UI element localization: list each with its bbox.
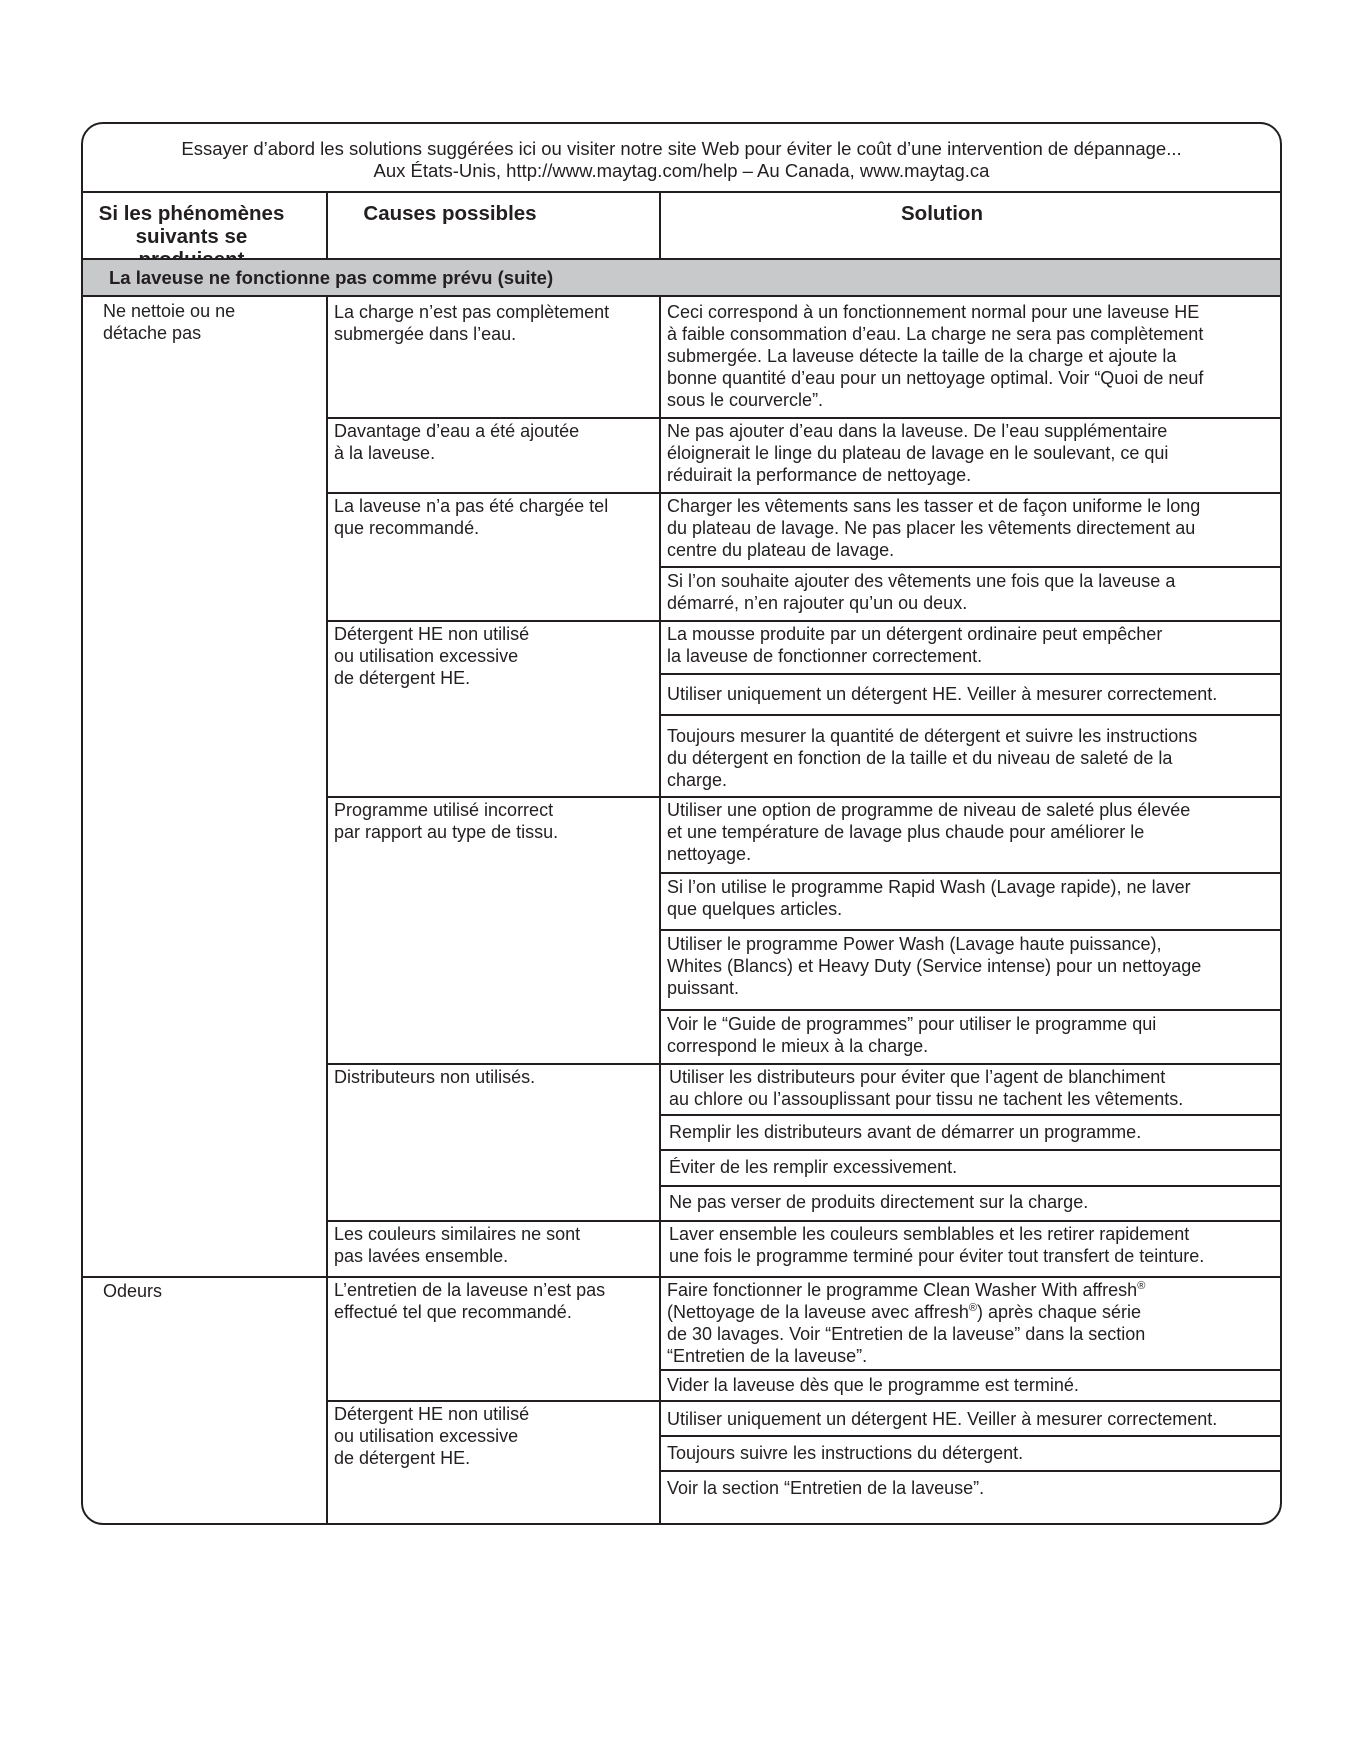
- divider: [83, 295, 1280, 297]
- intro-line-1: Essayer d’abord les solutions suggérées ici ou visiter notre site Web pour éviter le coût d’une intervention de dépannage...: [181, 138, 1182, 159]
- cause-cell: Détergent HE non utilisé ou utilisation excessive de détergent HE.: [334, 624, 530, 688]
- divider: [326, 620, 1282, 622]
- cause-cell: La laveuse n’a pas été chargée tel que recommandé.: [334, 496, 609, 538]
- solution-cell: Utiliser les distributeurs pour éviter que l’agent de blanchiment au chlore ou l’assouplissant pour tissu ne tachent les vêtements.: [669, 1067, 1184, 1109]
- divider: [83, 1276, 327, 1278]
- divider: [326, 796, 1282, 798]
- solution-cell: Éviter de les remplir excessivement.: [669, 1157, 958, 1177]
- column-divider: [659, 191, 661, 258]
- divider: [659, 1185, 1282, 1187]
- solution-cell: Voir la section “Entretien de la laveuse”.: [667, 1478, 985, 1498]
- solution-cell: Ne pas verser de produits directement sur la charge.: [669, 1192, 1089, 1212]
- header-problems: Si les phénomènes suivants se: [98, 202, 285, 248]
- solution-cell: Utiliser uniquement un détergent HE. Veiller à mesurer correctement.: [667, 1409, 1218, 1429]
- divider: [659, 673, 1282, 675]
- header-causes: Causes possibles: [363, 202, 537, 225]
- registered-mark: ®: [1137, 1280, 1146, 1292]
- solution-cell: Toujours mesurer la quantité de détergent et suivre les instructions du détergent en fonction de la taille et du niveau de saleté de la charge.: [667, 726, 1198, 790]
- column-divider: [659, 295, 661, 1525]
- divider: [659, 872, 1282, 874]
- solution-cell: Vider la laveuse dès que le programme est terminé.: [667, 1375, 1079, 1395]
- cause-cell: Détergent HE non utilisé ou utilisation excessive de détergent HE.: [334, 1404, 530, 1468]
- solution-cell: Charger les vêtements sans les tasser et de façon uniforme le long du plateau de lavage. Ne pas placer les vêtements directement au centre du plateau de lavage.: [667, 496, 1201, 560]
- cause-cell: La charge n’est pas complètement submergée dans l’eau.: [334, 302, 610, 344]
- solution-cell: Ne pas ajouter d’eau dans la laveuse. De l’eau supplémentaire éloignerait le linge du plateau de lavage en le soulevant, ce qui réduirait la performance de nettoyage.: [667, 421, 1169, 485]
- solution-cell: Laver ensemble les couleurs semblables et les retirer rapidement une fois le programme terminé pour éviter tout transfert de teinture.: [669, 1224, 1205, 1266]
- solution-cell: Remplir les distributeurs avant de démarrer un programme.: [669, 1122, 1142, 1142]
- divider: [659, 1470, 1282, 1472]
- intro-line-2: Aux États-Unis, http://www.maytag.com/help – Au Canada, www.maytag.ca: [373, 160, 990, 181]
- intro-banner: [83, 124, 1280, 191]
- section-title: La laveuse ne fonctionne pas comme prévu (suite): [83, 260, 1280, 295]
- solution-cell: La mousse produite par un détergent ordinaire peut empêcher la laveuse de fonctionner correctement.: [667, 624, 1163, 666]
- divider: [326, 1220, 1282, 1222]
- problem-cell: Ne nettoie ou ne détache pas: [103, 301, 236, 343]
- solution-cell: Ceci correspond à un fonctionnement normal pour une laveuse HE à faible consommation d’eau. La charge ne sera pas complètement submergée. La laveuse détecte la taille de la charge et ajoute la bonne quantité d’eau pour un nettoyage optimal. Voir “Quoi de neuf sous le courvercle”.: [667, 302, 1204, 410]
- cause-cell: Programme utilisé incorrect par rapport au type de tissu.: [334, 800, 559, 842]
- divider: [326, 1276, 1282, 1278]
- divider: [659, 1149, 1282, 1151]
- solution-cell: Si l’on souhaite ajouter des vêtements une fois que la laveuse a démarré, n’en rajouter qu’un ou deux.: [667, 571, 1176, 613]
- divider: [659, 1114, 1282, 1116]
- solution-cell: Voir le “Guide de programmes” pour utiliser le programme qui correspond le mieux à la charge.: [667, 1014, 1157, 1056]
- divider: [83, 191, 1280, 193]
- divider: [326, 417, 1282, 419]
- divider: [326, 492, 1282, 494]
- divider: [659, 566, 1282, 568]
- solution-cell: Faire fonctionner le programme Clean Washer With affresh® (Nettoyage de la laveuse avec affresh®) après chaque série de 30 lavages. Voir “Entretien de la laveuse” dans la section “Entretien de la laveuse”.: [667, 1280, 1146, 1366]
- solution-cell: Toujours suivre les instructions du détergent.: [667, 1443, 1024, 1463]
- cause-cell: Distributeurs non utilisés.: [334, 1067, 536, 1087]
- column-divider: [326, 295, 328, 1525]
- column-divider: [326, 191, 328, 258]
- header-solution: Solution: [901, 202, 983, 225]
- divider: [659, 1369, 1282, 1371]
- divider: [659, 1435, 1282, 1437]
- divider: [659, 929, 1282, 931]
- cause-cell: Davantage d’eau a été ajoutée à la laveuse.: [334, 421, 580, 463]
- solution-cell: Utiliser une option de programme de niveau de saleté plus élevée et une température de lavage plus chaude pour améliorer le nettoyage.: [667, 800, 1191, 864]
- solution-cell: Utiliser le programme Power Wash (Lavage haute puissance), Whites (Blancs) et Heavy Duty (Service intense) pour un nettoyage puissant.: [667, 934, 1202, 998]
- cause-cell: L’entretien de la laveuse n’est pas effectué tel que recommandé.: [334, 1280, 606, 1322]
- solution-cell: Si l’on utilise le programme Rapid Wash (Lavage rapide), ne laver que quelques articles.: [667, 877, 1191, 919]
- divider: [326, 1063, 1282, 1065]
- divider: [659, 1009, 1282, 1011]
- registered-mark: ®: [968, 1302, 977, 1314]
- solution-cell: Utiliser uniquement un détergent HE. Veiller à mesurer correctement.: [667, 684, 1218, 704]
- cause-cell: Les couleurs similaires ne sont pas lavées ensemble.: [334, 1224, 581, 1266]
- divider: [326, 1400, 1282, 1402]
- divider: [659, 714, 1282, 716]
- problem-cell: Odeurs: [103, 1281, 163, 1301]
- troubleshooting-table: [81, 122, 1282, 1525]
